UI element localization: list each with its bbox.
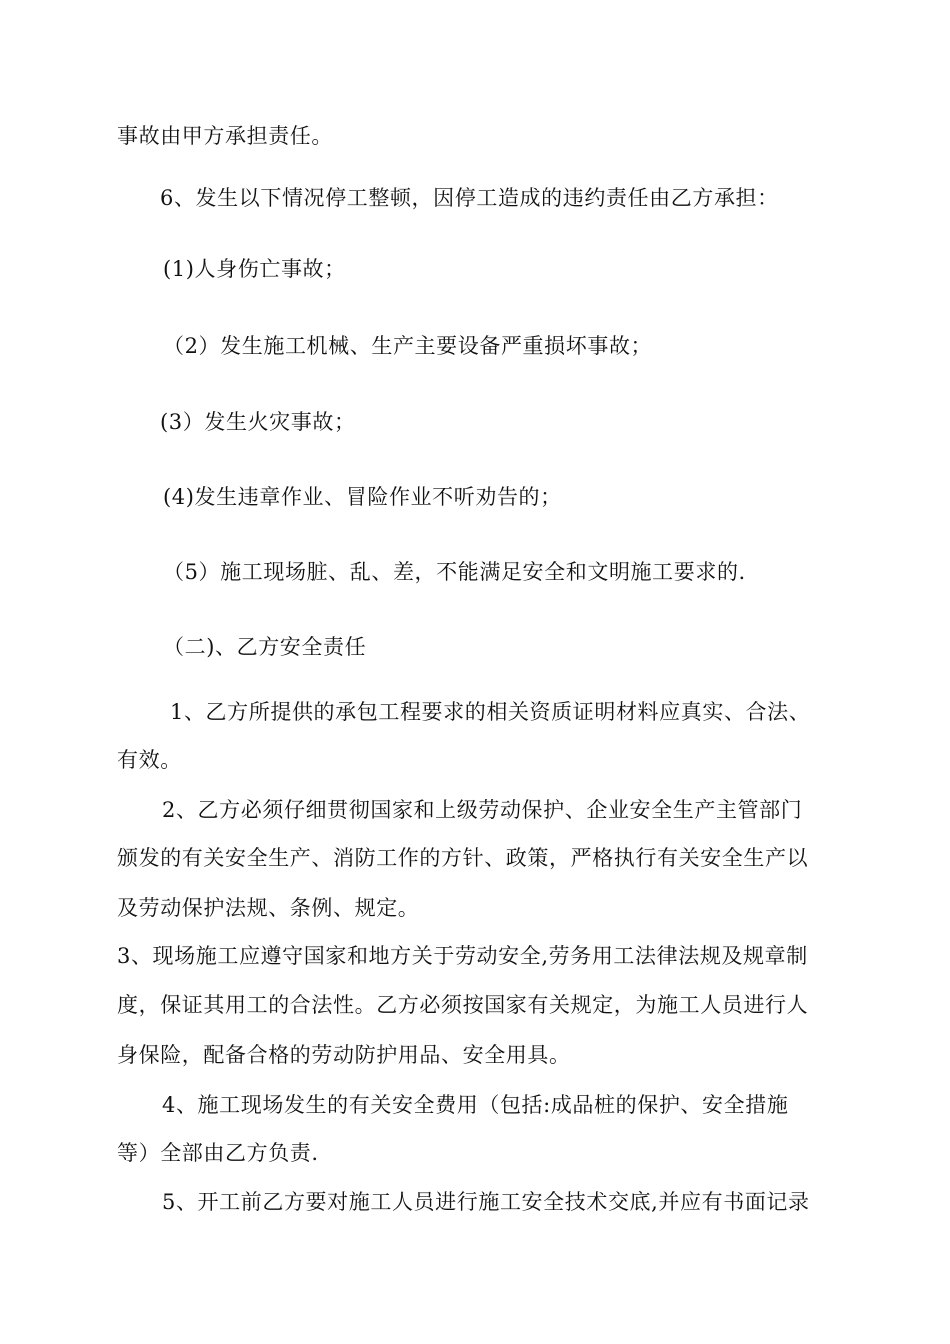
clause-b3-line-2: 度，保证其用工的合法性。乙方必须按国家有关规定，为施工人员进行人 <box>117 993 809 1017</box>
clause-6-item-5: （5）施工现场脏、乱、差，不能满足安全和文明施工要求的. <box>163 560 746 584</box>
clause-6-item-3: (3）发生火灾事故； <box>160 410 356 434</box>
section-heading-party-b-safety: （二)、乙方安全责任 <box>163 635 367 659</box>
clause-b1-line-2: 有效。 <box>117 748 182 772</box>
clause-b2-line-1: 2、乙方必须仔细贯彻国家和上级劳动保护、企业安全生产主管部门 <box>162 798 803 822</box>
clause-b2-line-2: 颁发的有关安全生产、消防工作的方针、政策，严格执行有关安全生产以 <box>117 846 809 870</box>
clause-6-item-1: (1)人身伤亡事故； <box>163 257 346 281</box>
text-line: 事故由甲方承担责任。 <box>117 124 333 148</box>
clause-b2-line-3: 及劳动保护法规、条例、规定。 <box>117 896 420 920</box>
clause-b4-line-1: 4、施工现场发生的有关安全费用（包括:成品桩的保护、安全措施 <box>162 1093 789 1117</box>
clause-b5-line-1: 5、开工前乙方要对施工人员进行施工安全技术交底,并应有书面记录 <box>162 1190 810 1214</box>
clause-b3-line-1: 3、现场施工应遵守国家和地方关于劳动安全,劳务用工法律法规及规章制 <box>117 944 808 968</box>
clause-b3-line-3: 身保险，配备合格的劳动防护用品、安全用具。 <box>117 1043 571 1067</box>
clause-b4-line-2: 等）全部由乙方负责. <box>117 1141 319 1165</box>
clause-6-heading: 6、发生以下情况停工整顿，因停工造成的违约责任由乙方承担： <box>160 186 779 210</box>
clause-b1-line-1: 1、乙方所提供的承包工程要求的相关资质证明材料应真实、合法、 <box>170 700 811 724</box>
clause-6-item-4: (4)发生违章作业、冒险作业不听劝告的； <box>163 485 562 509</box>
clause-6-item-2: （2）发生施工机械、生产主要设备严重损坏事故； <box>163 334 653 358</box>
